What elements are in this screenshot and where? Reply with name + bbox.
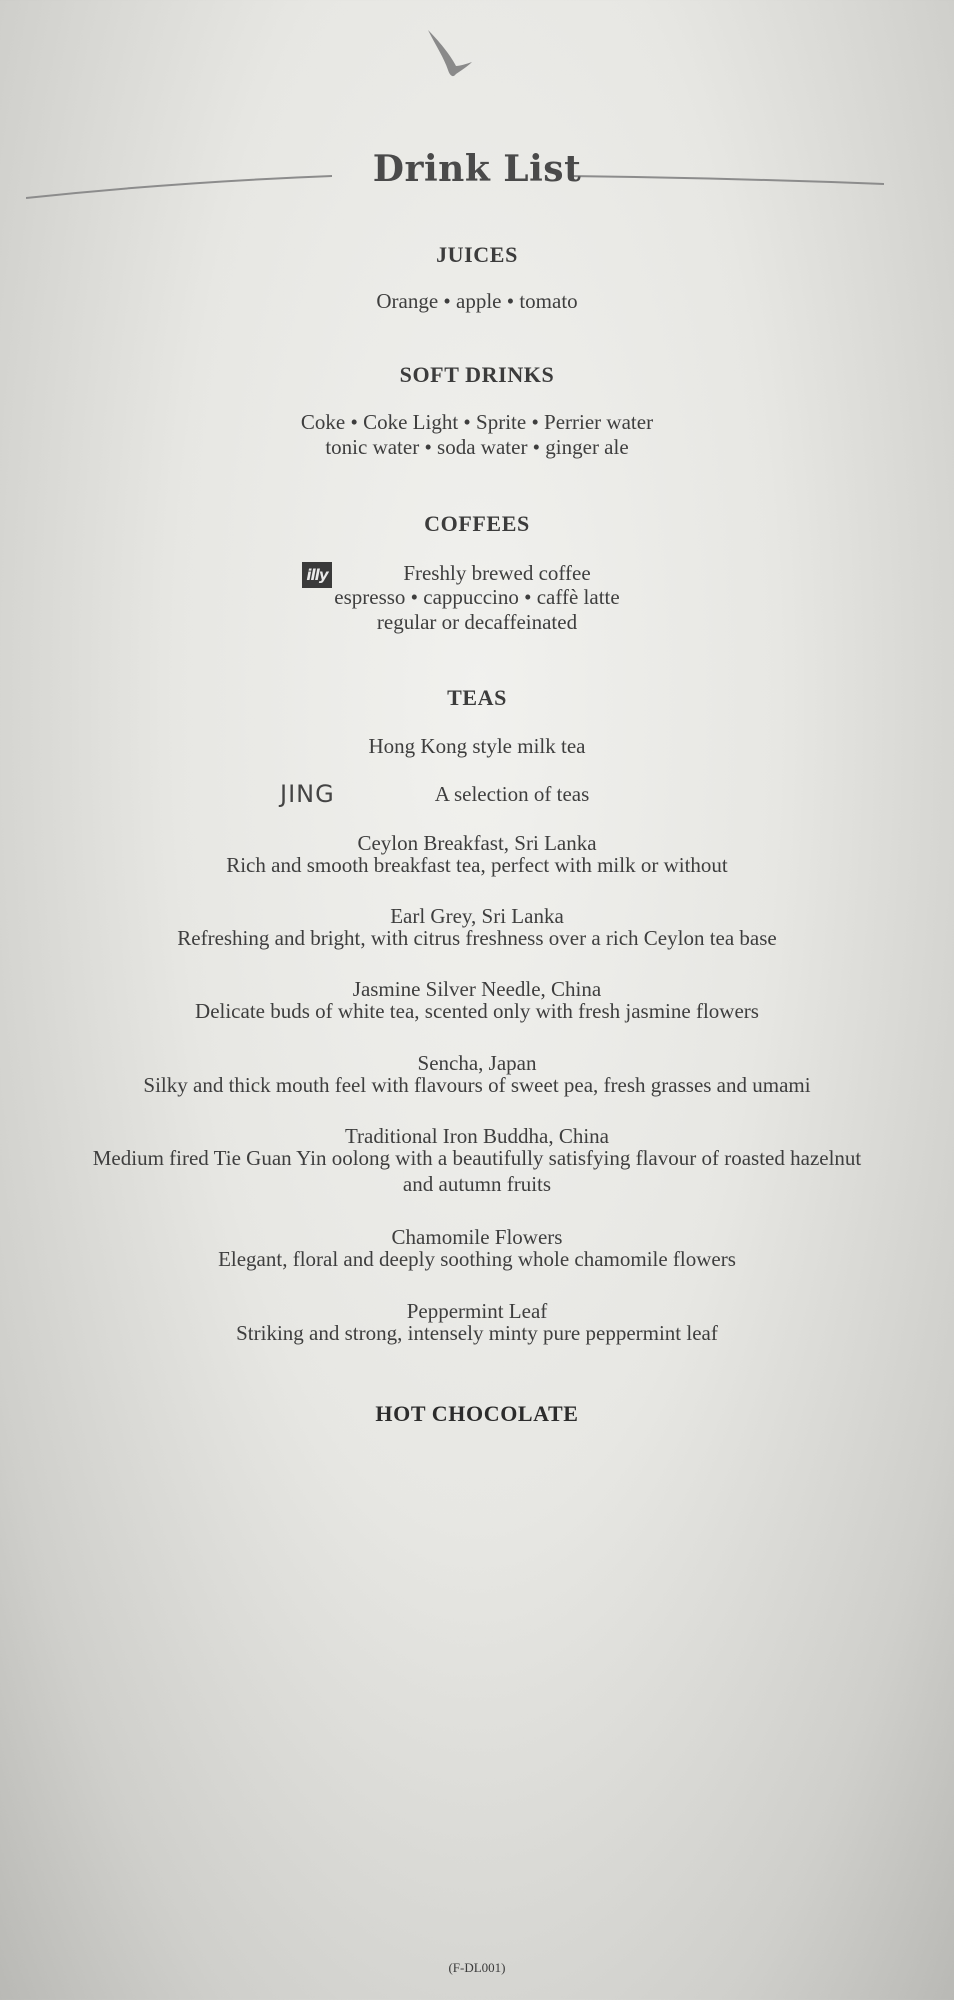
tea-description: Striking and strong, intensely minty pure peppermint leaf (236, 1321, 718, 1345)
coffee-line-3: regular or decaffeinated (376, 610, 578, 634)
tea-description: Medium fired Tie Guan Yin oolong with a beautifully satisfying flavour of roasted hazelnut (92, 1146, 862, 1170)
coffees-heading: COFFEES (424, 511, 530, 536)
jing-brand-logo: JING (280, 780, 335, 808)
tea-description: Elegant, floral and deeply soothing whole chamomile flowers (218, 1247, 736, 1271)
tea-name: Ceylon Breakfast, Sri Lanka (357, 831, 597, 855)
tea-description: Delicate buds of white tea, scented only with fresh jasmine flowers (195, 999, 759, 1023)
teas-heading: TEAS (447, 685, 507, 710)
coffee-line-1: Freshly brewed coffee (403, 561, 591, 585)
tea-name: Jasmine Silver Needle, China (352, 977, 602, 1001)
tea-description: Rich and smooth breakfast tea, perfect with milk or without (226, 853, 728, 877)
tea-description: Silky and thick mouth feel with flavours of sweet pea, fresh grasses and umami (143, 1073, 811, 1097)
illy-logo-icon: illy (302, 562, 332, 588)
page-title: Drink List (372, 148, 582, 190)
tea-name: Peppermint Leaf (406, 1299, 548, 1323)
juices-heading: JUICES (436, 242, 518, 267)
jing-selection-line: A selection of teas (434, 782, 590, 806)
tea-description: Refreshing and bright, with citrus freshness over a rich Ceylon tea base (177, 926, 777, 950)
tea-name: Earl Grey, Sri Lanka (390, 904, 564, 928)
tea-name: Sencha, Japan (417, 1051, 537, 1075)
menu-code: (F-DL001) (448, 1960, 506, 1975)
tea-description-continued: and autumn fruits (402, 1172, 552, 1196)
soft-drinks-heading: SOFT DRINKS (399, 362, 555, 387)
soft-drinks-line-2: tonic water • soda water • ginger ale (325, 435, 629, 459)
juices-list: Orange • apple • tomato (376, 289, 578, 313)
tea-name: Chamomile Flowers (391, 1225, 563, 1249)
hot-chocolate-heading: HOT CHOCOLATE (375, 1401, 579, 1426)
bird-wing-logo-icon (426, 28, 474, 80)
milk-tea-line: Hong Kong style milk tea (368, 734, 586, 758)
coffee-line-2: espresso • cappuccino • caffè latte (334, 585, 620, 609)
tea-name: Traditional Iron Buddha, China (344, 1124, 610, 1148)
soft-drinks-line-1: Coke • Coke Light • Sprite • Perrier water (300, 410, 654, 434)
